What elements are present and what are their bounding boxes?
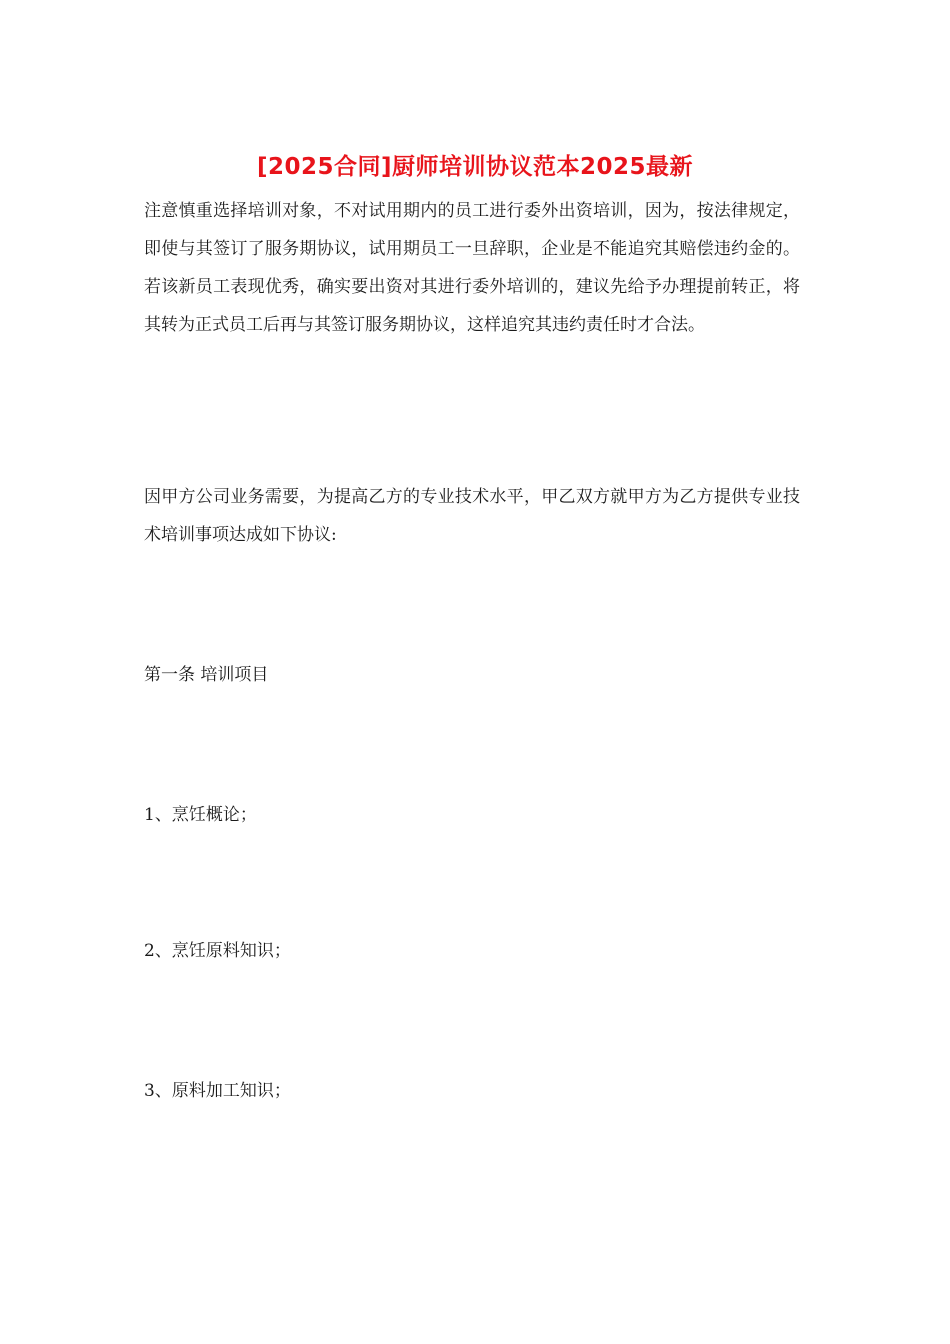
intro-paragraph: 注意慎重选择培训对象，不对试用期内的员工进行委外出资培训，因为，按法律规定，即使与其签订了服务期协议，试用期员工一旦辞职，企业是不能追究其赔偿违约金的。若该新员工表现优秀，确实要出资对其进行委外培训的，建议先给予办理提前转正，将其转为正式员工后再与其签订服务期协议，这样追究其违约责任时才合法。 [144, 201, 800, 335]
agreement-paragraph: 因甲方公司业务需要，为提高乙方的专业技术水平，甲乙双方就甲方为乙方提供专业技术培训事项达成如下协议: [144, 487, 800, 545]
article-heading: 第一条 培训项目 [144, 665, 269, 685]
list-item: 2、烹饪原料知识； [144, 941, 291, 961]
document-title: [2025合同]厨师培训协议范本2025最新 [256, 154, 694, 180]
list-item: 1、烹饪概论； [144, 805, 257, 825]
list-item: 3、原料加工知识； [144, 1081, 291, 1101]
